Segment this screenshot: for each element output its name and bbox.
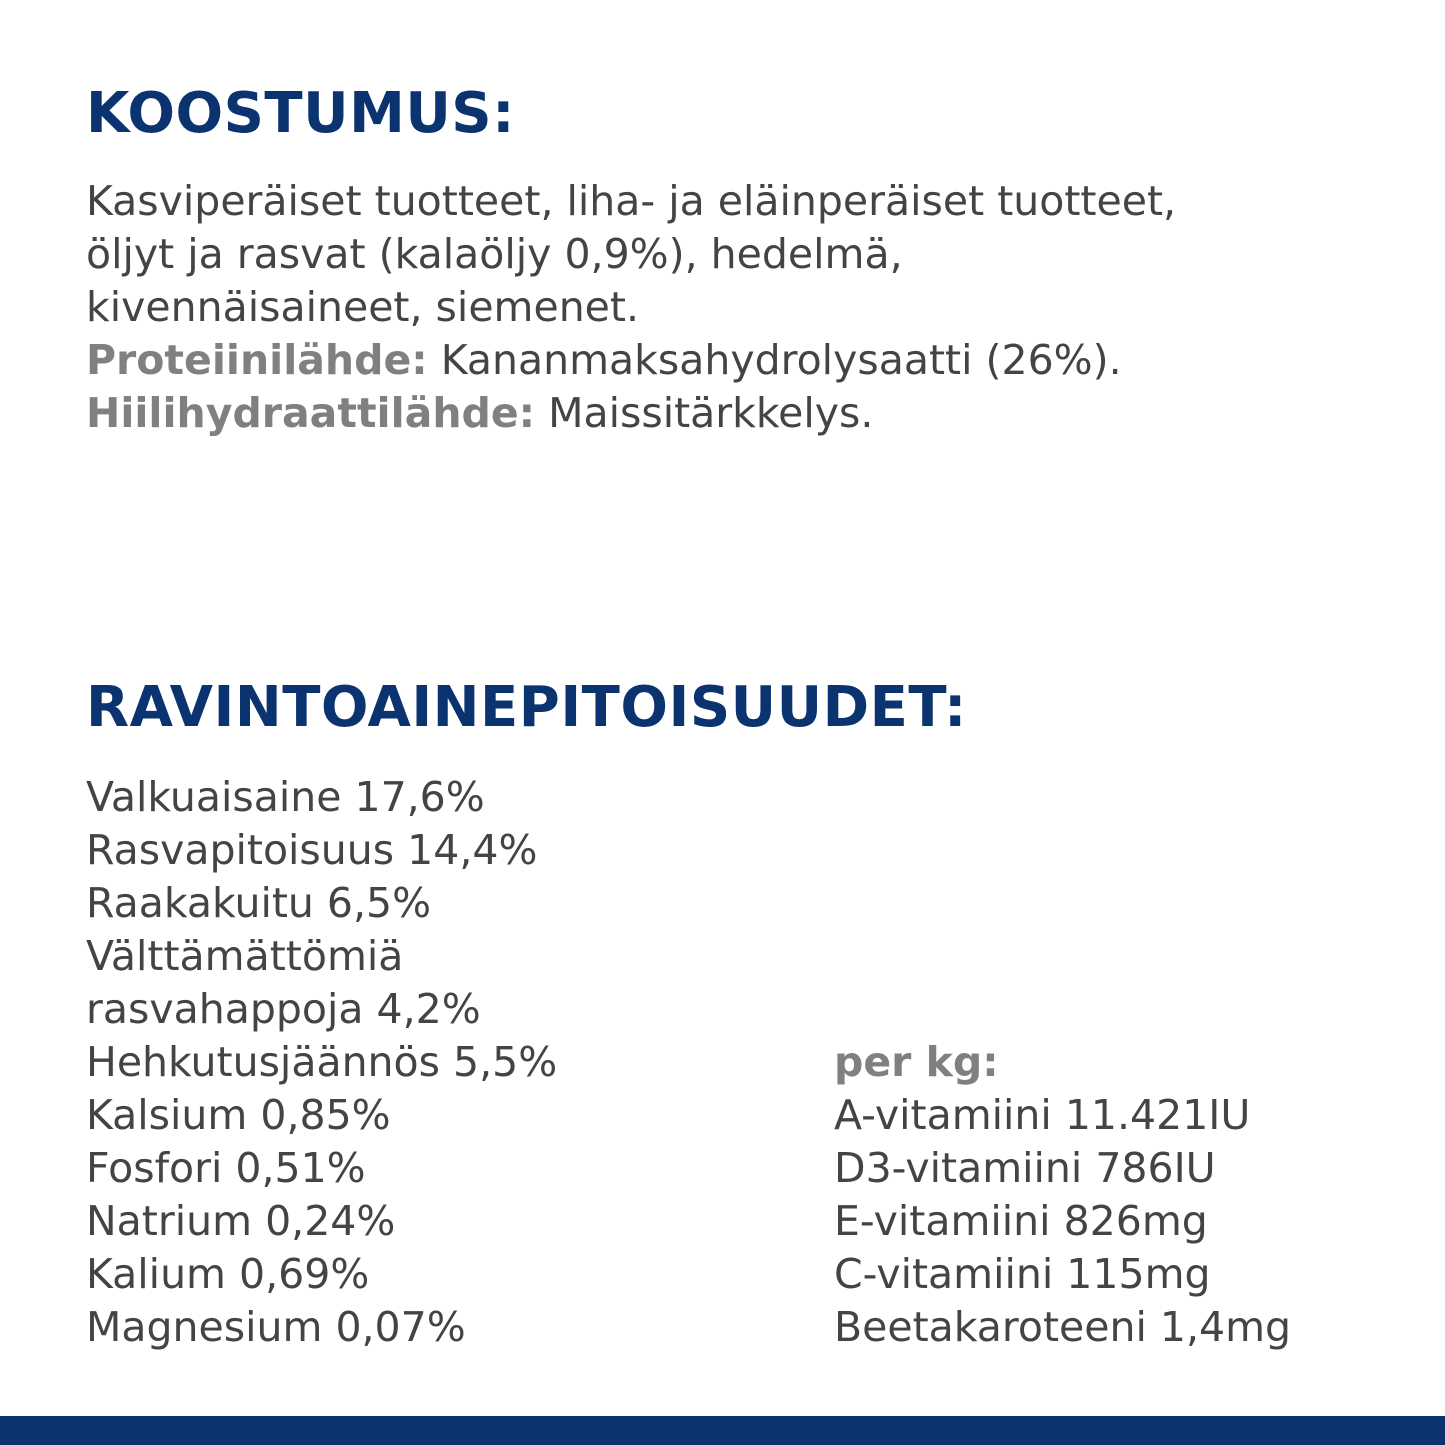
protein-source-label: Proteiinilähde: <box>86 336 428 384</box>
nutrients-right-column <box>834 1036 1291 1354</box>
vitamin-item: C-vitamiini 115mg <box>834 1250 1211 1298</box>
vitamin-item: A-vitamiini 11.421IU <box>834 1091 1251 1139</box>
nutrient-item: Natrium 0,24% <box>86 1197 396 1245</box>
carb-source-line <box>86 387 1176 440</box>
nutrients-left-column <box>86 771 557 1354</box>
nutrient-item: Magnesium 0,07% <box>86 1303 466 1351</box>
nutrient-item: Rasvapitoisuus 14,4% <box>86 826 538 874</box>
composition-text <box>86 175 1176 440</box>
composition-line: Kasviperäiset tuotteet, liha- ja eläinperäiset tuotteet, <box>86 177 1177 225</box>
vitamin-item: Beetakaroteeni 1,4mg <box>834 1303 1292 1351</box>
vitamin-item: E-vitamiini 826mg <box>834 1197 1208 1245</box>
carb-source-label: Hiilihydraattilähde: <box>86 389 536 437</box>
nutrient-item: Välttämättömiä <box>86 932 404 980</box>
nutrient-item: Kalium 0,69% <box>86 1250 370 1298</box>
composition-line: öljyt ja rasvat (kalaöljy 0,9%), hedelmä, <box>86 230 903 278</box>
carb-source-value: Maissitärkkelys. <box>535 389 874 437</box>
nutrient-item: Fosfori 0,51% <box>86 1144 366 1192</box>
per-kg-label: per kg: <box>834 1038 999 1086</box>
nutrients-heading: RAVINTOAINEPITOISUUDET: <box>86 675 967 740</box>
composition-line: kivennäisaineet, siemenet. <box>86 283 640 331</box>
nutrient-item: Kalsium 0,85% <box>86 1091 391 1139</box>
nutrient-item: rasvahappoja 4,2% <box>86 985 481 1033</box>
vitamin-item: D3-vitamiini 786IU <box>834 1144 1216 1192</box>
nutrient-item: Valkuaisaine 17,6% <box>86 773 485 821</box>
protein-source-line <box>86 334 1176 387</box>
composition-heading: KOOSTUMUS: <box>86 81 516 146</box>
nutrients-section <box>86 675 1292 1351</box>
nutrient-item: Hehkutusjäännös 5,5% <box>86 1038 558 1086</box>
nutrient-item: Raakakuitu 6,5% <box>86 879 432 927</box>
protein-source-value: Kananmaksahydrolysaatti (26%). <box>427 336 1122 384</box>
composition-section <box>86 82 1176 440</box>
bottom-bar <box>0 1416 1445 1445</box>
